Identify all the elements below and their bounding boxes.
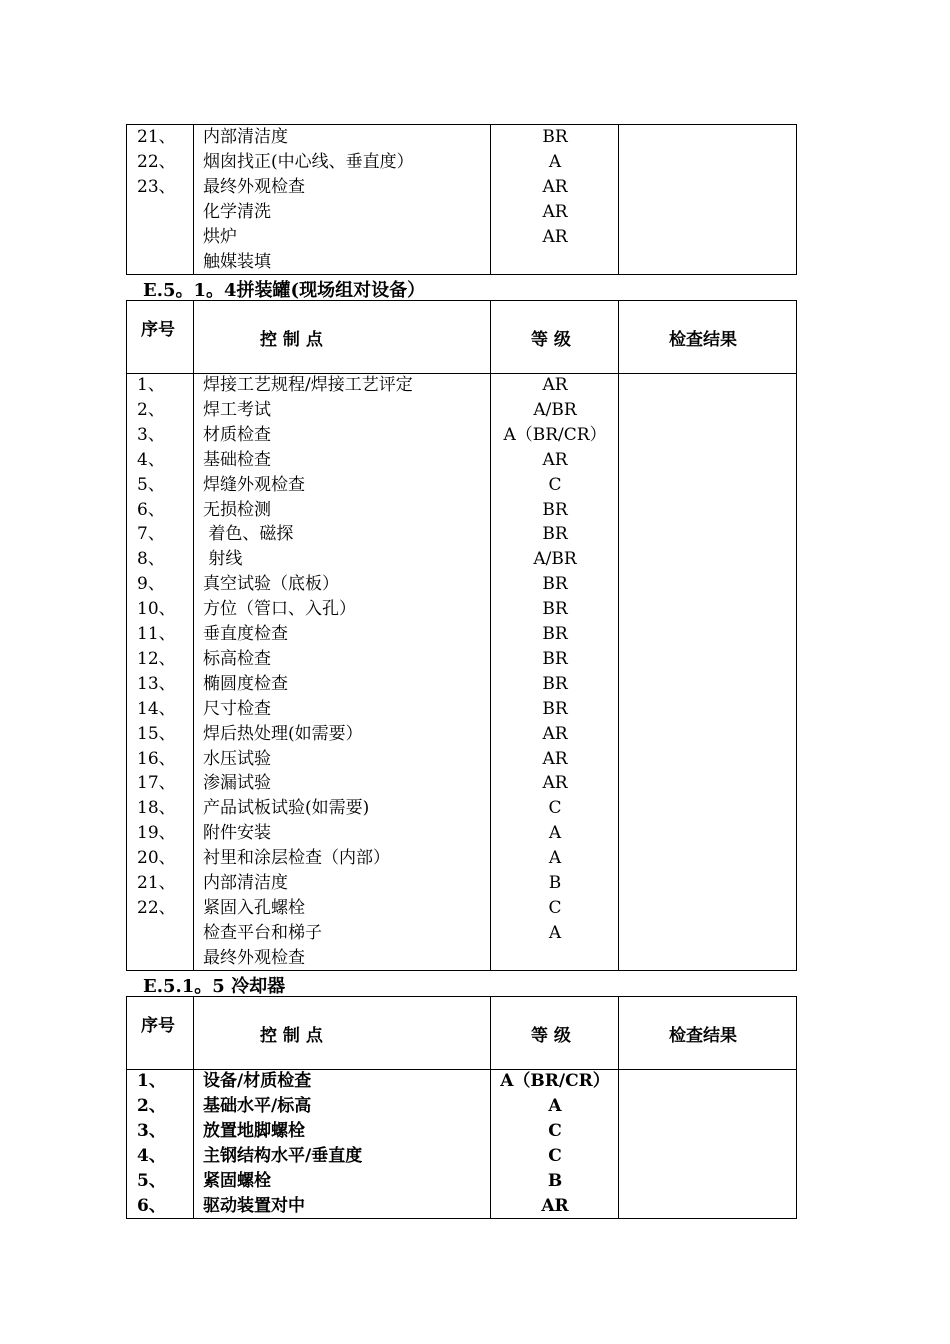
grade: BR	[542, 524, 568, 545]
row-number: 21、	[137, 873, 176, 893]
row-number: 14、	[137, 698, 176, 719]
row-number: 8、	[137, 549, 165, 570]
control-point: 焊缝外观检查	[203, 474, 305, 495]
header-no: 序号	[141, 320, 175, 340]
row-number: 15、	[137, 723, 176, 744]
control-point: 附件安装	[203, 823, 271, 844]
control-point: 尺寸检查	[203, 698, 271, 719]
control-point: 射线	[203, 549, 243, 570]
row-number: 6、	[137, 499, 165, 520]
row-number: 10、	[137, 599, 176, 620]
grade: BR	[542, 574, 568, 595]
column-divider	[193, 125, 194, 274]
row-number: 11、	[137, 624, 176, 644]
grade: A	[548, 151, 562, 172]
control-point: 水压试验	[203, 748, 271, 769]
control-point: 设备/材质检查	[203, 1071, 312, 1091]
control-point: 真空试验（底板）	[203, 574, 339, 595]
grade: BR	[542, 698, 568, 719]
control-point: 烘炉	[203, 226, 237, 247]
control-point: 基础水平/标高	[203, 1095, 312, 1116]
grade: AR	[542, 773, 568, 794]
control-point: 内部清洁度	[203, 127, 288, 147]
grade: A/BR	[533, 399, 577, 420]
control-point: 内部清洁度	[203, 873, 288, 893]
grade: BR	[542, 648, 568, 669]
control-point: 产品试板试验(如需要)	[203, 798, 370, 819]
grade: C	[548, 1145, 562, 1166]
section-title-tank: E.5。1。4拼装罐(现场组对设备）	[143, 280, 426, 301]
row-number: 19、	[137, 823, 176, 844]
header-grade: 等 级	[531, 1026, 571, 1046]
row-number: 1、	[137, 1071, 166, 1091]
control-point: 焊接工艺规程/焊接工艺评定	[203, 375, 413, 395]
row-number: 16、	[137, 748, 176, 769]
grade: A（BR/CR）	[503, 424, 607, 445]
grade: C	[548, 798, 562, 819]
control-point: 方位（管口、入孔）	[203, 599, 356, 620]
grade: A	[548, 1095, 562, 1116]
section-title-cooler: E.5.1。5 冷却器	[143, 976, 286, 997]
control-point: 垂直度检查	[203, 624, 288, 644]
header-control-point: 控 制 点	[260, 330, 323, 350]
grade: BR	[542, 599, 568, 620]
row-number: 3、	[137, 1120, 166, 1141]
control-point: 焊工考试	[203, 399, 271, 420]
grade: C	[548, 474, 562, 495]
grade: A/BR	[533, 549, 577, 570]
grade: BR	[542, 127, 568, 147]
row-number: 20、	[137, 848, 176, 869]
grade: AR	[542, 375, 568, 395]
table-tank	[126, 300, 797, 971]
grade: BR	[542, 624, 568, 644]
control-point: 化学清洗	[203, 201, 271, 222]
grade: AR	[542, 449, 568, 470]
row-number: 23、	[137, 176, 176, 197]
grade: B	[547, 1170, 563, 1191]
grade: AR	[542, 201, 568, 222]
grade: AR	[542, 226, 568, 247]
control-point: 标高检查	[203, 648, 271, 669]
row-number: 9、	[137, 574, 165, 595]
row-number: 4、	[137, 449, 165, 470]
control-point: 焊后热处理(如需要）	[203, 723, 363, 744]
grade: A	[548, 922, 562, 943]
control-point: 驱动装置对中	[203, 1195, 305, 1216]
control-point: 放置地脚螺栓	[203, 1120, 305, 1141]
row-number: 5、	[137, 474, 165, 495]
control-point: 主钢结构水平/垂直度	[203, 1145, 363, 1166]
control-point: 渗漏试验	[203, 773, 271, 794]
row-number: 5、	[137, 1170, 166, 1191]
control-point: 衬里和涂层检查（内部）	[203, 848, 390, 869]
control-point: 烟囱找正(中心线、垂直度）	[203, 151, 414, 172]
control-point: 椭圆度检查	[203, 673, 288, 694]
control-point: 材质检查	[203, 424, 271, 445]
control-point: 基础检查	[203, 449, 271, 470]
row-number: 2、	[137, 399, 165, 420]
control-point: 无损检测	[203, 499, 271, 520]
row-number: 4、	[137, 1145, 166, 1166]
grade: AR	[541, 1195, 569, 1216]
column-divider	[193, 301, 194, 970]
grade: AR	[542, 748, 568, 769]
grade: AR	[542, 723, 568, 744]
row-number: 12、	[137, 648, 176, 669]
row-number: 7、	[137, 524, 165, 545]
grade: A（BR/CR）	[500, 1071, 610, 1091]
grade: AR	[542, 176, 568, 197]
header-control-point: 控 制 点	[260, 1026, 323, 1046]
row-number: 1、	[137, 375, 165, 395]
row-number: 22、	[137, 151, 176, 172]
grade: A	[548, 848, 562, 869]
control-point: 最终外观检查	[203, 176, 305, 197]
header-result: 检查结果	[669, 1026, 737, 1046]
row-number: 18、	[137, 798, 176, 819]
control-point: 触媒装填	[203, 251, 271, 272]
control-point: 检查平台和梯子	[203, 922, 322, 943]
header-result: 检查结果	[669, 330, 737, 350]
row-number: 22、	[137, 897, 176, 918]
grade: B	[548, 873, 562, 893]
control-point: 最终外观检查	[203, 947, 305, 968]
row-number: 17、	[137, 773, 176, 794]
control-point: 着色、磁探	[203, 524, 294, 545]
column-divider	[193, 997, 194, 1218]
table-continuation	[126, 124, 797, 275]
grade: C	[548, 897, 562, 918]
row-number: 21、	[137, 127, 176, 147]
grade: C	[548, 1120, 562, 1141]
grade: BR	[542, 499, 568, 520]
grade: A	[548, 823, 562, 844]
control-point: 紧固螺栓	[203, 1170, 271, 1191]
table-cooler	[126, 996, 797, 1219]
header-grade: 等 级	[531, 330, 571, 350]
header-no: 序号	[141, 1016, 175, 1036]
control-point: 紧固入孔螺栓	[203, 897, 305, 918]
row-number: 6、	[137, 1195, 166, 1216]
row-number: 13、	[137, 673, 176, 694]
row-number: 2、	[137, 1095, 166, 1116]
row-number: 3、	[137, 424, 165, 445]
grade: BR	[542, 673, 568, 694]
